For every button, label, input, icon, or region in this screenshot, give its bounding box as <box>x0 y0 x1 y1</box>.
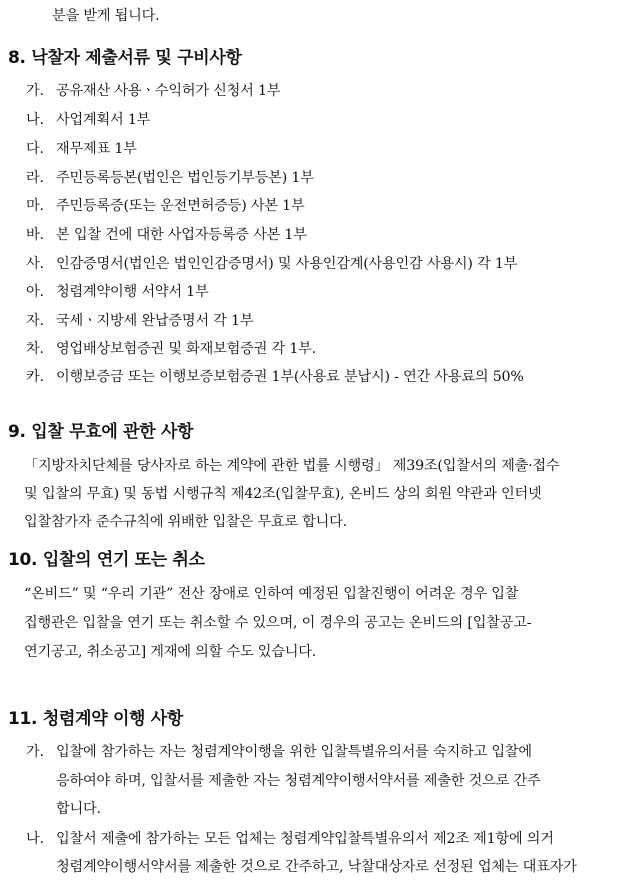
list-marker: 자. <box>26 313 44 329</box>
list-marker: 다. <box>26 141 44 157</box>
list-marker: 나. <box>26 112 44 128</box>
list-marker: 카. <box>26 369 44 385</box>
section-11-heading: 11. 청렴계약 이행 사항 <box>8 709 184 729</box>
list-item-text: 주민등록증(또는 운전면허증등) 사본 1부 <box>56 198 305 214</box>
paragraph-line: 「지방자치단체를 당사자로 하는 계약에 관한 법률 시행령」 제39조(입찰서의 제출·접수 <box>24 458 560 474</box>
list-item <box>26 368 524 386</box>
list-item-line: 입찰서 제출에 참가하는 모든 업체는 청렴계약입찰특별유의서 제2조 제1항에 의거 <box>56 831 554 847</box>
list-marker: 나. <box>26 831 44 847</box>
list-item-text: 이행보증금 또는 이행보증보험증권 1부(사용료 분납시) - 연간 사용료의 50% <box>56 369 524 385</box>
list-marker: 차. <box>26 341 44 357</box>
list-item-text: 영업배상보험증권 및 화재보험증권 각 1부. <box>56 341 316 357</box>
list-item-line: 합니다. <box>56 801 101 817</box>
paragraph-line: 연기공고, 취소공고] 게재에 의할 수도 있습니다. <box>24 644 317 660</box>
paragraph-line: “온비드” 및 “우리 기관” 전산 장애로 인하여 예정된 입찰진행이 어려운 경우 입찰 <box>24 586 519 602</box>
list-marker: 사. <box>26 256 44 272</box>
list-item <box>26 255 517 273</box>
list-marker: 마. <box>26 198 44 214</box>
list-item <box>26 140 137 158</box>
continuation-text: 분을 받게 됩니다. <box>52 8 160 24</box>
list-item <box>26 82 280 100</box>
list-item-text: 사업계획서 1부 <box>56 112 151 128</box>
list-item-text: 인감증명서(법인은 법인인감증명서) 및 사용인감계(사용인감 사용시) 각 1부 <box>56 256 518 272</box>
list-item <box>26 340 316 358</box>
list-marker: 바. <box>26 227 44 243</box>
list-item-line: 응하여야 하며, 입찰서를 제출한 자는 청렴계약이행서약서를 제출한 것으로 간주 <box>56 773 541 789</box>
list-marker: 아. <box>26 284 44 300</box>
paragraph-line: 입찰참가자 준수규칙에 위배한 입찰은 무효로 합니다. <box>24 514 347 530</box>
list-item <box>26 283 209 301</box>
list-item-text: 국세ㆍ지방세 완납증명서 각 1부 <box>56 313 254 329</box>
list-item-text: 주민등록등본(법인은 법인등기부등본) 1부 <box>56 170 314 186</box>
list-item-line: 입찰에 참가하는 자는 청렴계약이행을 위한 입찰특별유의서를 숙지하고 입찰에 <box>56 744 532 760</box>
list-marker: 가. <box>26 744 44 760</box>
list-marker: 가. <box>26 83 44 99</box>
list-marker: 라. <box>26 170 44 186</box>
list-item-line: 청렴계약이행서약서를 제출한 것으로 간주하고, 낙찰대상자로 선정된 업체는 대표자가 <box>56 859 577 875</box>
list-item <box>26 312 253 330</box>
list-item <box>26 169 314 187</box>
list-item <box>26 111 150 129</box>
section-8-heading: 8. 낙찰자 제출서류 및 구비사항 <box>8 48 242 68</box>
list-item-text: 공유재산 사용ㆍ수익허가 신청서 1부 <box>56 83 281 99</box>
list-item <box>26 197 305 215</box>
list-item <box>26 226 307 244</box>
paragraph-line: 집행관은 입찰을 연기 또는 취소할 수 있으며, 이 경우의 공고는 온비드의 [입찰공고- <box>24 615 532 631</box>
section-10-heading: 10. 입찰의 연기 또는 취소 <box>8 550 205 570</box>
list-item-text: 청렴계약이행 서약서 1부 <box>56 284 209 300</box>
section-9-heading: 9. 입찰 무효에 관한 사항 <box>8 422 194 442</box>
paragraph-line: 및 입찰의 무효) 및 동법 시행규칙 제42조(입찰무효), 온비드 상의 회원 약관과 인터넷 <box>24 486 542 502</box>
list-item-text: 본 입찰 건에 대한 사업자등록증 사본 1부 <box>56 227 307 243</box>
list-item-text: 재무제표 1부 <box>56 141 137 157</box>
